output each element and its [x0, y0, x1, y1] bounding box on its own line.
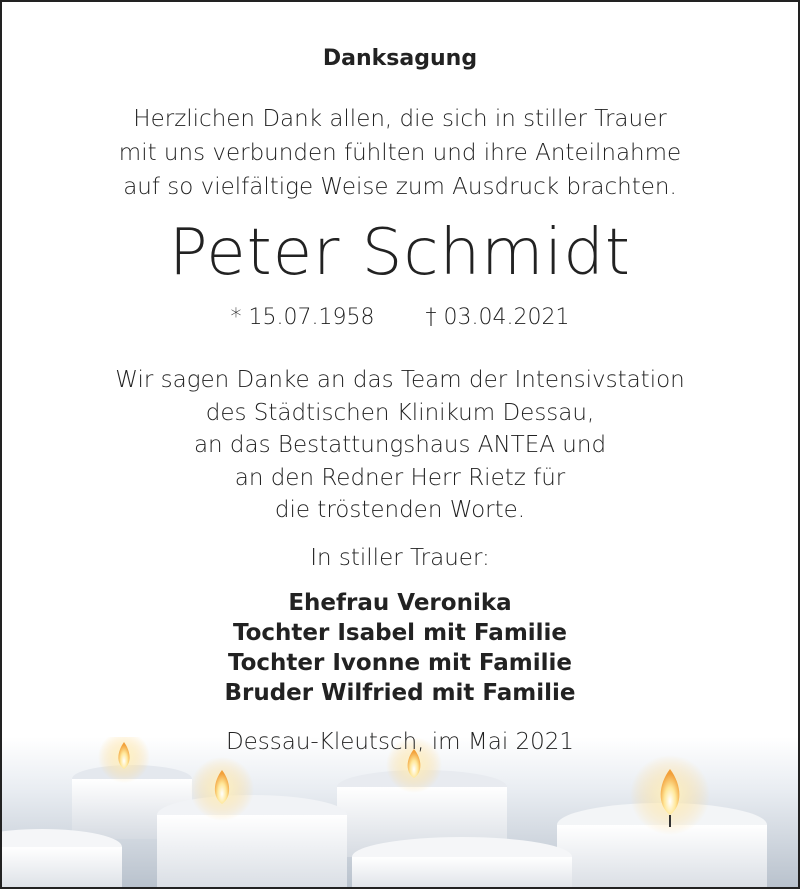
intro-line: auf so vielfältige Weise zum Ausdruck brachten. [123, 174, 677, 200]
family-member: Tochter Isabel mit Familie [232, 620, 568, 646]
place-date: Dessau-Kleutsch, im Mai 2021 [225, 729, 575, 755]
death-date: † 03.04.2021 [425, 305, 570, 330]
thanks-line: Wir sagen Danke an das Team der Intensivstation [115, 367, 685, 393]
family-member: Tochter Ivonne mit Familie [227, 650, 573, 676]
family-list [2, 588, 798, 708]
birth-date: * 15.07.1958 [230, 305, 375, 330]
deceased-name: Peter Schmidt [168, 216, 632, 290]
family-member: Bruder Wilfried mit Familie [224, 680, 576, 706]
family-member: Ehefrau Veronika [288, 590, 512, 616]
thanks-line: des Städtischen Klinikum Dessau, [205, 399, 595, 426]
candle [2, 829, 122, 887]
life-dates [2, 305, 798, 330]
candles-photo [2, 737, 798, 887]
intro-line: mit uns verbunden fühlten und ihre Anteilnahme [118, 140, 682, 166]
intro-text [2, 102, 798, 204]
thanks-line: die tröstenden Worte. [274, 497, 526, 523]
mourning-label: In stiller Trauer: [310, 545, 490, 571]
candle [352, 837, 572, 887]
thanks-line: an den Redner Herr Rietz für [234, 464, 566, 491]
intro-line: Herzlichen Dank allen, die sich in stiller Trauer [133, 106, 667, 132]
thanks-text [2, 364, 798, 527]
thanks-line: an das Bestattungshaus ANTEA und [193, 432, 607, 458]
heading: Danksagung [322, 46, 478, 71]
